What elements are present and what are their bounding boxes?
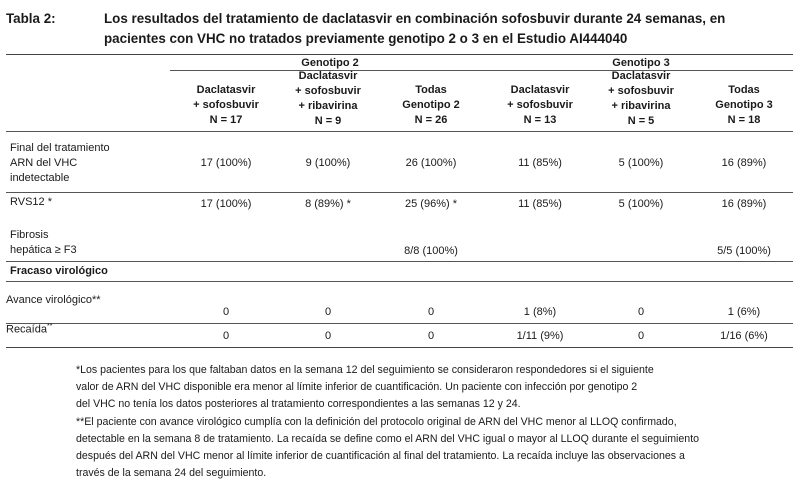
cell-recaida-3: 0 xyxy=(427,330,435,342)
col-header-g3-dcv-sof-rbv: Daclatasvir + sofosbuvir + ribavirina N = 5 xyxy=(608,70,674,127)
cell-rvs-2: 8 (89%) * xyxy=(305,198,351,210)
cell-rvs-5: 5 (100%) xyxy=(618,198,664,210)
footnote-line: través de la semana 24 del seguimiento. xyxy=(76,467,267,480)
col-header-g2-dcv-sof-rbv: Daclatasvir + sofosbuvir + ribavirina N = 9 xyxy=(295,70,361,127)
row-divider-3 xyxy=(6,281,793,282)
cell-final-5: 5 (100%) xyxy=(618,157,664,169)
header-divider xyxy=(6,131,793,132)
cell-avance-2: 0 xyxy=(324,306,332,318)
footnote-line: del VHC no tenía los datos posteriores al tratamiento correspondientes a las semanas 12 y 24. xyxy=(76,398,521,411)
row-label-final: Final del tratamiento ARN del VHC indetectable xyxy=(10,142,110,184)
cell-avance-1: 0 xyxy=(222,306,230,318)
cell-rvs-6: 16 (89%) xyxy=(721,198,767,210)
cell-fibrosis-6: 5/5 (100%) xyxy=(717,245,771,257)
cell-avance-3: 0 xyxy=(427,306,435,318)
cell-final-2: 9 (100%) xyxy=(305,157,351,169)
cell-recaida-6: 1/16 (6%) xyxy=(720,330,768,342)
caption-text xyxy=(104,9,796,49)
cell-final-6: 16 (89%) xyxy=(721,157,767,169)
cell-final-1: 17 (100%) xyxy=(200,157,252,169)
cell-final-3: 26 (100%) xyxy=(405,157,457,169)
cell-avance-6: 1 (6%) xyxy=(727,306,761,318)
cell-recaida-1: 0 xyxy=(222,330,230,342)
row-divider-4 xyxy=(6,323,793,324)
row-divider-1 xyxy=(6,192,793,193)
cell-rvs-1: 17 (100%) xyxy=(200,198,252,210)
cell-rvs-3: 25 (96%) * xyxy=(405,198,457,210)
row-label-recaida: Recaída** xyxy=(6,323,53,336)
cell-recaida-4: 1/11 (9%) xyxy=(516,330,564,342)
caption-line-2: pacientes con VHC no tratados previamente genotipo 2 o 3 en el Estudio AI444040 xyxy=(104,31,628,46)
col-header-g2-dcv-sof: Daclatasvir + sofosbuvir N = 17 xyxy=(193,84,259,126)
footnote-line: valor de ARN del VHC disponible era menor al límite inferior de cuantificación. Un paciente con infección por genotipo 2 xyxy=(76,381,638,394)
caption-line-1: Los resultados del tratamiento de daclatasvir en combinación sofosbuvir durante 24 semanas, en xyxy=(104,11,726,26)
caption-label: Tabla 2: xyxy=(6,11,56,26)
row-label-avance: Avance virológico** xyxy=(6,294,101,306)
cell-avance-4: 1 (8%) xyxy=(523,306,557,318)
results-table xyxy=(6,54,793,348)
footnote-line: **El paciente con avance virológico cumplía con la definición del protocolo original de ARN del VHC menor al LLOQ confirmado, xyxy=(76,415,677,428)
cell-avance-5: 0 xyxy=(637,306,645,318)
table-caption xyxy=(6,9,796,49)
col-header-g3-dcv-sof: Daclatasvir + sofosbuvir N = 13 xyxy=(507,84,573,126)
cell-rvs-4: 11 (85%) xyxy=(518,198,562,210)
col-header-g3-todas: Todas Genotipo 3 N = 18 xyxy=(715,84,773,126)
footnote-line: después del ARN del VHC menor al límite inferior de cuantificación al final del tratamiento. La recaída incluye las observaciones a xyxy=(76,450,685,463)
group-header-genotipo-2: Genotipo 2 xyxy=(301,57,359,69)
row-label-fibrosis: Fibrosis hepática ≥ F3 xyxy=(10,229,77,256)
row-label-rvs12: RVS12 * xyxy=(10,196,52,208)
cell-fibrosis-3: 8/8 (100%) xyxy=(404,245,458,257)
row-divider-2 xyxy=(6,261,793,262)
group-header-divider xyxy=(170,70,793,71)
footnote-line: detectable en la semana 8 de tratamiento. La recaída se define como el ARN del VHC igual o mayor al LLOQ durante el seguimiento xyxy=(76,432,700,445)
footnotes xyxy=(76,362,792,482)
cell-recaida-2: 0 xyxy=(324,330,332,342)
row-label-fracaso: Fracaso virológico xyxy=(10,265,108,277)
footnote-line: *Los pacientes para los que faltaban datos en la semana 12 del seguimiento se consideraron respondedores si el siguiente xyxy=(76,364,654,376)
col-header-g2-todas: Todas Genotipo 2 N = 26 xyxy=(402,84,460,126)
cell-recaida-5: 0 xyxy=(637,330,645,342)
cell-final-4: 11 (85%) xyxy=(518,157,562,169)
group-header-genotipo-3: Genotipo 3 xyxy=(612,57,670,69)
